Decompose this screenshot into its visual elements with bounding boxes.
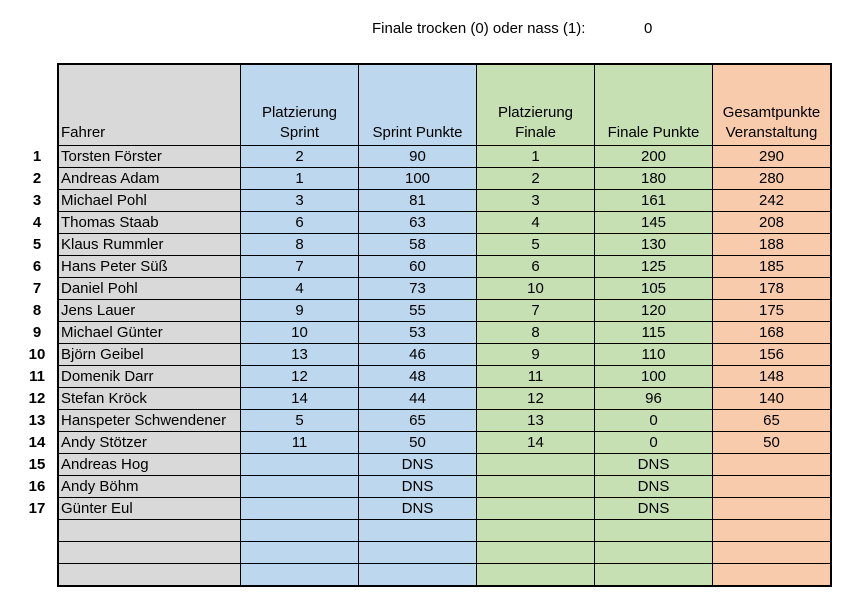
cell-fahrer[interactable]: Daniel Pohl <box>58 278 241 300</box>
cell-gesamtpunkte[interactable]: 185 <box>713 256 832 278</box>
row-number-column <box>24 146 50 586</box>
cell-sprint-punkte[interactable]: 48 <box>359 366 477 388</box>
cell-sprint-punkte[interactable]: DNS <box>359 498 477 520</box>
row-number: 5 <box>32 236 42 253</box>
cell-fahrer[interactable]: Jens Lauer <box>58 300 241 322</box>
cell-sprint-punkte[interactable]: 73 <box>359 278 477 300</box>
cell-gesamtpunkte[interactable]: 208 <box>713 212 832 234</box>
cell-platzierung-sprint[interactable]: 3 <box>241 190 359 212</box>
table-row <box>58 278 831 300</box>
table-row <box>58 454 831 476</box>
cell-gesamtpunkte[interactable]: 175 <box>713 300 832 322</box>
cell-platzierung-sprint[interactable] <box>241 542 359 564</box>
cell-gesamtpunkte[interactable]: 65 <box>713 410 832 432</box>
cell-platzierung-finale[interactable] <box>477 520 595 542</box>
cell-platzierung-finale[interactable] <box>477 498 595 520</box>
cell-finale-punkte[interactable]: 161 <box>595 190 713 212</box>
cell-platzierung-sprint[interactable] <box>241 454 359 476</box>
cell-sprint-punkte[interactable]: 50 <box>359 432 477 454</box>
table-row <box>58 388 831 410</box>
cell-sprint-punkte[interactable]: 60 <box>359 256 477 278</box>
cell-finale-punkte[interactable]: DNS <box>595 476 713 498</box>
cell-platzierung-sprint[interactable]: 11 <box>241 432 359 454</box>
cell-fahrer[interactable] <box>58 564 241 587</box>
wet-dry-setting <box>372 20 653 37</box>
cell-platzierung-sprint[interactable]: 6 <box>241 212 359 234</box>
table-row <box>58 146 831 168</box>
row-number <box>24 520 50 542</box>
cell-platzierung-sprint[interactable]: 1 <box>241 168 359 190</box>
header-sprint-punkte[interactable]: Sprint Punkte <box>359 64 477 146</box>
table-row <box>58 542 831 564</box>
cell-platzierung-sprint[interactable]: 2 <box>241 146 359 168</box>
cell-gesamtpunkte[interactable]: 140 <box>713 388 832 410</box>
cell-finale-punkte[interactable]: DNS <box>595 454 713 476</box>
results-table <box>57 63 832 587</box>
header-platzierung-finale[interactable]: Platzierung Finale <box>477 64 595 146</box>
row-number: 13 <box>28 412 46 429</box>
cell-finale-punkte[interactable]: 96 <box>595 388 713 410</box>
cell-gesamtpunkte[interactable] <box>713 542 832 564</box>
cell-platzierung-sprint[interactable]: 14 <box>241 388 359 410</box>
row-number: 7 <box>32 280 42 297</box>
cell-sprint-punkte[interactable]: 100 <box>359 168 477 190</box>
cell-finale-punkte[interactable]: 115 <box>595 322 713 344</box>
table-row <box>58 300 831 322</box>
cell-gesamtpunkte[interactable]: 156 <box>713 344 832 366</box>
cell-finale-punkte[interactable] <box>595 520 713 542</box>
cell-gesamtpunkte[interactable]: 242 <box>713 190 832 212</box>
cell-platzierung-sprint[interactable]: 12 <box>241 366 359 388</box>
cell-sprint-punkte[interactable]: 81 <box>359 190 477 212</box>
header-gesamtpunkte[interactable]: Gesamtpunkte Veranstaltung <box>713 64 832 146</box>
cell-platzierung-finale[interactable] <box>477 454 595 476</box>
cell-sprint-punkte[interactable]: 55 <box>359 300 477 322</box>
cell-gesamtpunkte[interactable]: 148 <box>713 366 832 388</box>
row-number: 15 <box>28 456 46 473</box>
cell-platzierung-sprint[interactable]: 10 <box>241 322 359 344</box>
cell-platzierung-finale[interactable]: 3 <box>477 190 595 212</box>
cell-platzierung-sprint[interactable]: 7 <box>241 256 359 278</box>
table-row <box>58 256 831 278</box>
cell-platzierung-sprint[interactable]: 9 <box>241 300 359 322</box>
cell-finale-punkte[interactable]: 0 <box>595 432 713 454</box>
cell-platzierung-sprint[interactable] <box>241 476 359 498</box>
row-number <box>24 542 50 564</box>
cell-platzierung-sprint[interactable]: 5 <box>241 410 359 432</box>
cell-gesamtpunkte[interactable]: 168 <box>713 322 832 344</box>
cell-finale-punkte[interactable]: DNS <box>595 498 713 520</box>
cell-platzierung-finale[interactable]: 7 <box>477 300 595 322</box>
table-row <box>58 234 831 256</box>
cell-sprint-punkte[interactable]: DNS <box>359 476 477 498</box>
cell-platzierung-finale[interactable]: 1 <box>477 146 595 168</box>
cell-platzierung-finale[interactable]: 6 <box>477 256 595 278</box>
cell-fahrer[interactable]: Klaus Rummler <box>58 234 241 256</box>
cell-fahrer[interactable]: Stefan Kröck <box>58 388 241 410</box>
cell-fahrer[interactable]: Hans Peter Süß <box>58 256 241 278</box>
cell-platzierung-finale[interactable]: 9 <box>477 344 595 366</box>
cell-gesamtpunkte[interactable]: 188 <box>713 234 832 256</box>
row-number: 4 <box>32 214 42 231</box>
cell-sprint-punkte[interactable]: 63 <box>359 212 477 234</box>
table-row <box>58 476 831 498</box>
cell-fahrer[interactable]: Andreas Adam <box>58 168 241 190</box>
cell-finale-punkte[interactable]: 125 <box>595 256 713 278</box>
row-number: 17 <box>28 500 46 517</box>
cell-fahrer[interactable]: Domenik Darr <box>58 366 241 388</box>
cell-finale-punkte[interactable]: 100 <box>595 366 713 388</box>
cell-platzierung-finale[interactable]: 14 <box>477 432 595 454</box>
cell-finale-punkte[interactable]: 110 <box>595 344 713 366</box>
cell-sprint-punkte[interactable]: 58 <box>359 234 477 256</box>
cell-sprint-punkte[interactable]: 53 <box>359 322 477 344</box>
header-finale-punkte[interactable]: Finale Punkte <box>595 64 713 146</box>
row-number: 12 <box>28 390 46 407</box>
cell-sprint-punkte[interactable] <box>359 520 477 542</box>
cell-gesamtpunkte[interactable] <box>713 520 832 542</box>
table-row <box>58 212 831 234</box>
cell-sprint-punkte[interactable]: 65 <box>359 410 477 432</box>
cell-platzierung-finale[interactable]: 10 <box>477 278 595 300</box>
cell-platzierung-finale[interactable] <box>477 542 595 564</box>
cell-finale-punkte[interactable]: 180 <box>595 168 713 190</box>
table-row <box>58 520 831 542</box>
row-number: 16 <box>28 478 46 495</box>
table-row <box>58 168 831 190</box>
wet-dry-value[interactable]: 0 <box>644 20 653 37</box>
header-fahrer[interactable]: Fahrer <box>58 64 241 146</box>
cell-platzierung-finale[interactable] <box>477 564 595 587</box>
cell-platzierung-finale[interactable]: 8 <box>477 322 595 344</box>
cell-fahrer[interactable]: Andy Böhm <box>58 476 241 498</box>
header-platzierung-sprint[interactable]: Platzierung Sprint <box>241 64 359 146</box>
cell-sprint-punkte[interactable]: 46 <box>359 344 477 366</box>
cell-gesamtpunkte[interactable] <box>713 454 832 476</box>
cell-fahrer[interactable] <box>58 520 241 542</box>
row-number: 3 <box>32 192 42 209</box>
cell-finale-punkte[interactable]: 130 <box>595 234 713 256</box>
cell-finale-punkte[interactable]: 120 <box>595 300 713 322</box>
cell-fahrer[interactable] <box>58 542 241 564</box>
cell-platzierung-finale[interactable]: 4 <box>477 212 595 234</box>
cell-platzierung-finale[interactable]: 5 <box>477 234 595 256</box>
cell-fahrer[interactable]: Thomas Staab <box>58 212 241 234</box>
cell-platzierung-finale[interactable]: 11 <box>477 366 595 388</box>
cell-platzierung-sprint[interactable]: 8 <box>241 234 359 256</box>
table-row <box>58 322 831 344</box>
cell-gesamtpunkte[interactable] <box>713 564 832 587</box>
cell-finale-punkte[interactable]: 145 <box>595 212 713 234</box>
cell-fahrer[interactable]: Michael Günter <box>58 322 241 344</box>
cell-platzierung-finale[interactable]: 2 <box>477 168 595 190</box>
cell-sprint-punkte[interactable] <box>359 564 477 587</box>
cell-platzierung-sprint[interactable]: 4 <box>241 278 359 300</box>
cell-sprint-punkte[interactable]: DNS <box>359 454 477 476</box>
cell-platzierung-finale[interactable]: 13 <box>477 410 595 432</box>
cell-finale-punkte[interactable]: 200 <box>595 146 713 168</box>
table-row <box>58 190 831 212</box>
cell-finale-punkte[interactable] <box>595 542 713 564</box>
cell-sprint-punkte[interactable]: 90 <box>359 146 477 168</box>
row-number: 2 <box>32 170 42 187</box>
cell-fahrer[interactable]: Günter Eul <box>58 498 241 520</box>
cell-fahrer[interactable]: Björn Geibel <box>58 344 241 366</box>
cell-platzierung-sprint[interactable]: 13 <box>241 344 359 366</box>
row-number: 8 <box>32 302 42 319</box>
cell-gesamtpunkte[interactable]: 178 <box>713 278 832 300</box>
cell-fahrer[interactable]: Andy Stötzer <box>58 432 241 454</box>
cell-platzierung-finale[interactable] <box>477 476 595 498</box>
cell-platzierung-sprint[interactable] <box>241 520 359 542</box>
cell-finale-punkte[interactable]: 0 <box>595 410 713 432</box>
row-number: 6 <box>32 258 42 275</box>
row-number <box>24 564 50 586</box>
wet-dry-label: Finale trocken (0) oder nass (1): <box>372 20 586 37</box>
table-row <box>58 344 831 366</box>
cell-platzierung-sprint[interactable] <box>241 498 359 520</box>
cell-gesamtpunkte[interactable]: 50 <box>713 432 832 454</box>
cell-platzierung-sprint[interactable] <box>241 564 359 587</box>
row-number: 1 <box>32 148 42 165</box>
row-number: 11 <box>29 368 45 385</box>
cell-fahrer[interactable]: Torsten Förster <box>58 146 241 168</box>
cell-gesamtpunkte[interactable]: 290 <box>713 146 832 168</box>
cell-gesamtpunkte[interactable] <box>713 476 832 498</box>
table-row <box>58 366 831 388</box>
cell-fahrer[interactable]: Michael Pohl <box>58 190 241 212</box>
row-number: 9 <box>32 324 42 341</box>
cell-sprint-punkte[interactable] <box>359 542 477 564</box>
cell-finale-punkte[interactable] <box>595 564 713 587</box>
row-number: 10 <box>28 346 46 363</box>
cell-gesamtpunkte[interactable] <box>713 498 832 520</box>
cell-finale-punkte[interactable]: 105 <box>595 278 713 300</box>
cell-gesamtpunkte[interactable]: 280 <box>713 168 832 190</box>
cell-sprint-punkte[interactable]: 44 <box>359 388 477 410</box>
cell-fahrer[interactable]: Andreas Hog <box>58 454 241 476</box>
cell-platzierung-finale[interactable]: 12 <box>477 388 595 410</box>
cell-fahrer[interactable]: Hanspeter Schwendener <box>58 410 241 432</box>
table-row <box>58 432 831 454</box>
header-row <box>58 64 831 146</box>
row-number: 14 <box>28 434 46 451</box>
table-row <box>58 498 831 520</box>
table-row <box>58 410 831 432</box>
table-row <box>58 564 831 587</box>
